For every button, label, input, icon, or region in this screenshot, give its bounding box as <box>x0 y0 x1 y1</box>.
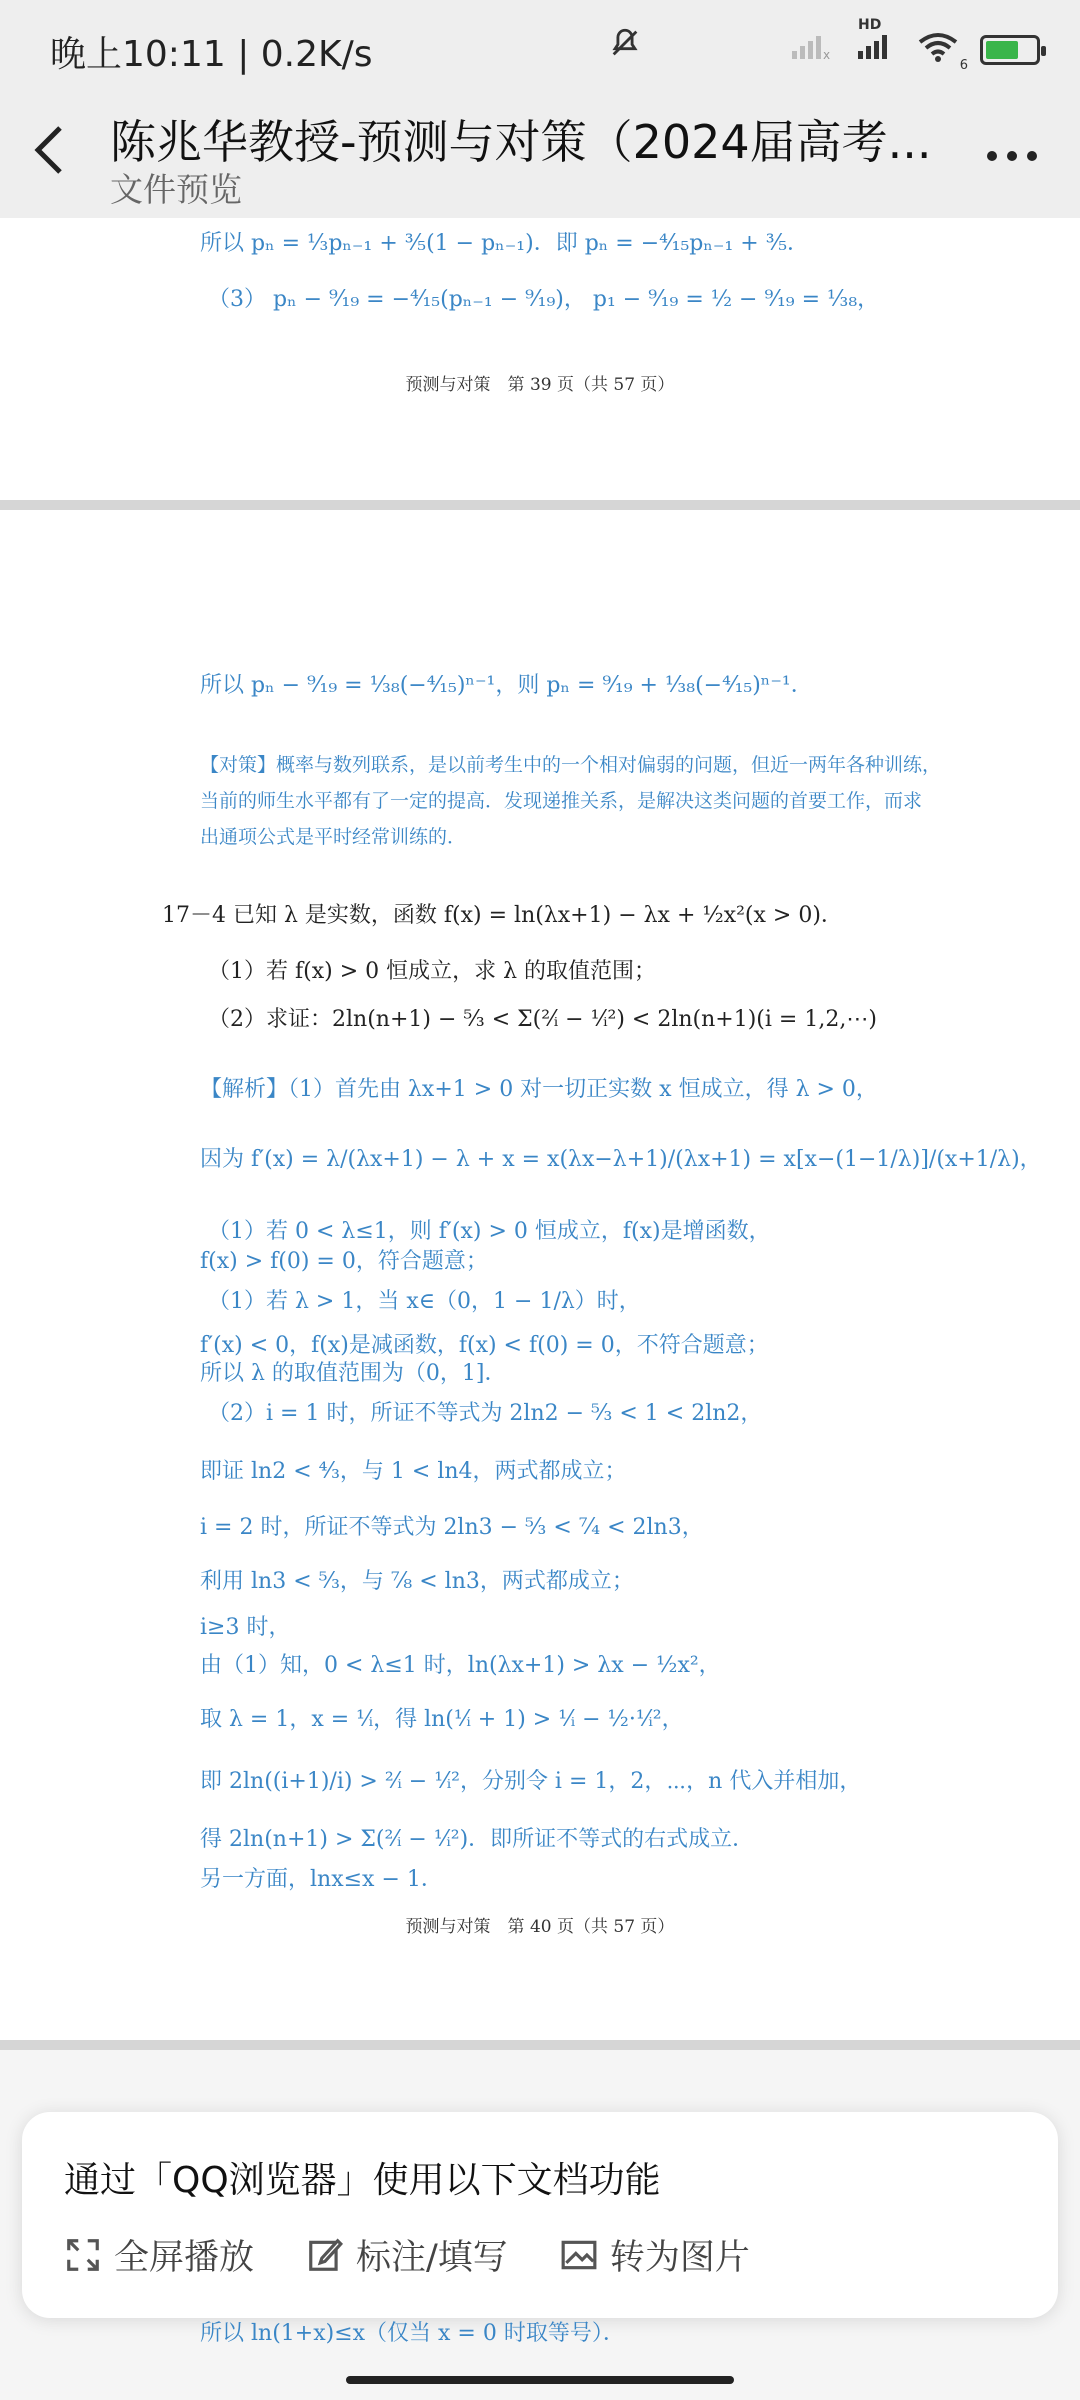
document-subtitle: 文件预览 <box>110 170 242 209</box>
doc-line: 【对策】概率与数列联系，是以前考生中的一个相对偏弱的问题，但近一两年各种训练， <box>200 754 942 776</box>
doc-line: 【解析】（1）首先由 λx+1 > 0 对一切正实数 x 恒成立，得 λ > 0， <box>200 1077 878 1102</box>
document-title: 陈兆华教授-预测与对策（2024届高考... <box>110 115 932 169</box>
problem-part: （1）若 f(x) > 0 恒成立，求 λ 的取值范围； <box>208 959 657 984</box>
doc-line: 由（1）知，0 < λ≤1 时，ln(λx+1) > λx − ½x²， <box>200 1653 721 1678</box>
to-image-button[interactable] <box>560 2230 750 2280</box>
signal-icon <box>790 31 836 68</box>
mute-icon <box>608 26 642 67</box>
problem-statement: 17－4 已知 λ 是实数，函数 f(x) = ln(λx+1) − λx + ½x²(x > 0)． <box>162 903 843 928</box>
banner-actions <box>64 2230 750 2280</box>
more-icon <box>984 148 1040 164</box>
doc-line: 即证 ln2 < ⁴⁄₃，与 1 < ln4，两式都成立； <box>200 1459 627 1484</box>
fullscreen-button[interactable] <box>64 2230 254 2280</box>
doc-line: 所以 pₙ − ⁹⁄₁₉ = ¹⁄₃₈(−⁴⁄₁₅)ⁿ⁻¹，则 pₙ = ⁹⁄₁₉ + ¹⁄₃₈(−⁴⁄₁₅)ⁿ⁻¹． <box>200 673 813 698</box>
doc-line: （2）i = 1 时，所证不等式为 2ln2 − ⁵⁄₃ < 1 < 2ln2， <box>208 1401 763 1426</box>
doc-line: f(x) > f(0) = 0，符合题意； <box>200 1249 488 1274</box>
doc-line: 取 λ = 1，x = ¹⁄ᵢ，得 ln(¹⁄ᵢ + 1) > ¹⁄ᵢ − ½·¹⁄ᵢ²， <box>200 1707 684 1732</box>
doc-line: （3） pₙ − ⁹⁄₁₉ = −⁴⁄₁₅(pₙ₋₁ − ⁹⁄₁₉)， p₁ − ⁹⁄₁₉ = ½ − ⁹⁄₁₉ = ¹⁄₃₈， <box>208 287 880 312</box>
battery-level <box>986 41 1018 59</box>
status-icons <box>790 17 1040 73</box>
edit-icon <box>306 2236 344 2274</box>
doc-line: i≥3 时， <box>200 1615 291 1640</box>
image-icon <box>560 2236 598 2274</box>
app-header <box>0 0 1080 218</box>
page-footer: 预测与对策 第 39 页（共 57 页） <box>405 375 675 395</box>
banner-text: 通过「QQ浏览器」使用以下文档功能 <box>64 2160 661 2201</box>
svg-text:x: x <box>823 48 831 61</box>
annotate-button[interactable] <box>306 2230 508 2280</box>
page-separator <box>0 2040 1080 2050</box>
fullscreen-icon <box>64 2236 102 2274</box>
doc-line: 所以 λ 的取值范围为（0，1]． <box>200 1361 507 1386</box>
page-footer: 预测与对策 第 40 页（共 57 页） <box>405 1917 675 1937</box>
doc-line: （1）若 λ > 1，当 x∈（0，1 − 1/λ）时， <box>208 1289 641 1314</box>
annotate-label: 标注/填写 <box>356 2238 508 2278</box>
wifi-icon: 6 <box>916 30 960 69</box>
status-time: 晚上10:11 | 0.2K/s <box>50 34 373 75</box>
doc-line: 另一方面，lnx≤x − 1． <box>200 1867 443 1892</box>
home-indicator[interactable] <box>346 2376 734 2384</box>
doc-line: 所以 pₙ = ¹⁄₃pₙ₋₁ + ³⁄₅(1 − pₙ₋₁)．即 pₙ = −⁴⁄₁₅pₙ₋₁ + ³⁄₅． <box>200 231 810 256</box>
doc-line: 利用 ln3 < ⁵⁄₃，与 ⁷⁄₈ < ln3，两式都成立； <box>200 1569 634 1594</box>
qq-browser-banner[interactable] <box>22 2112 1058 2318</box>
chevron-left-icon <box>30 120 70 180</box>
page-separator <box>0 500 1080 510</box>
doc-line: i = 2 时，所证不等式为 2ln3 − ⁵⁄₃ < ⁷⁄₄ < 2ln3， <box>200 1515 704 1540</box>
battery-icon <box>980 35 1040 65</box>
more-options-button[interactable] <box>984 120 1040 176</box>
fullscreen-label: 全屏播放 <box>114 2238 255 2278</box>
back-button[interactable] <box>30 120 80 180</box>
doc-line: 即 2ln((i+1)/i) > ²⁄ᵢ − ¹⁄ᵢ²，分别令 i = 1，2，⋯，n 代入并相加， <box>200 1769 862 1794</box>
doc-line: （1）若 0 < λ≤1，则 f′(x) > 0 恒成立，f(x)是增函数， <box>208 1219 771 1244</box>
status-bar <box>0 0 1080 100</box>
problem-part: （2）求证：2ln(n+1) − ⁵⁄₃ < Σ(²⁄ᵢ − ¹⁄ᵢ²) < 2ln(n+1)(i = 1,2,⋯) <box>208 1007 877 1032</box>
doc-line: f′(x) < 0，f(x)是减函数，f(x) < f(0) = 0，不符合题意； <box>200 1333 769 1358</box>
document-viewer[interactable] <box>0 218 1080 2400</box>
to-image-label: 转为图片 <box>609 2238 750 2278</box>
doc-line: 出通项公式是平时经常训练的． <box>200 826 467 848</box>
doc-line: 得 2ln(n+1) > Σ(²⁄ᵢ − ¹⁄ᵢ²)．即所证不等式的右式成立． <box>200 1827 755 1852</box>
signal-hd-icon: HD <box>856 31 896 68</box>
doc-line: 当前的师生水平都有了一定的提高．发现递推关系，是解决这类问题的首要工作，而求 <box>200 790 923 812</box>
doc-line: 所以 ln(1+x)≤x（仅当 x = 0 时取等号）． <box>200 2321 625 2346</box>
doc-line: 因为 f′(x) = λ/(λx+1) − λ + x = x(λx−λ+1)/(λx+1) = x[x−(1−1/λ)]/(x+1/λ)， <box>200 1147 1042 1172</box>
